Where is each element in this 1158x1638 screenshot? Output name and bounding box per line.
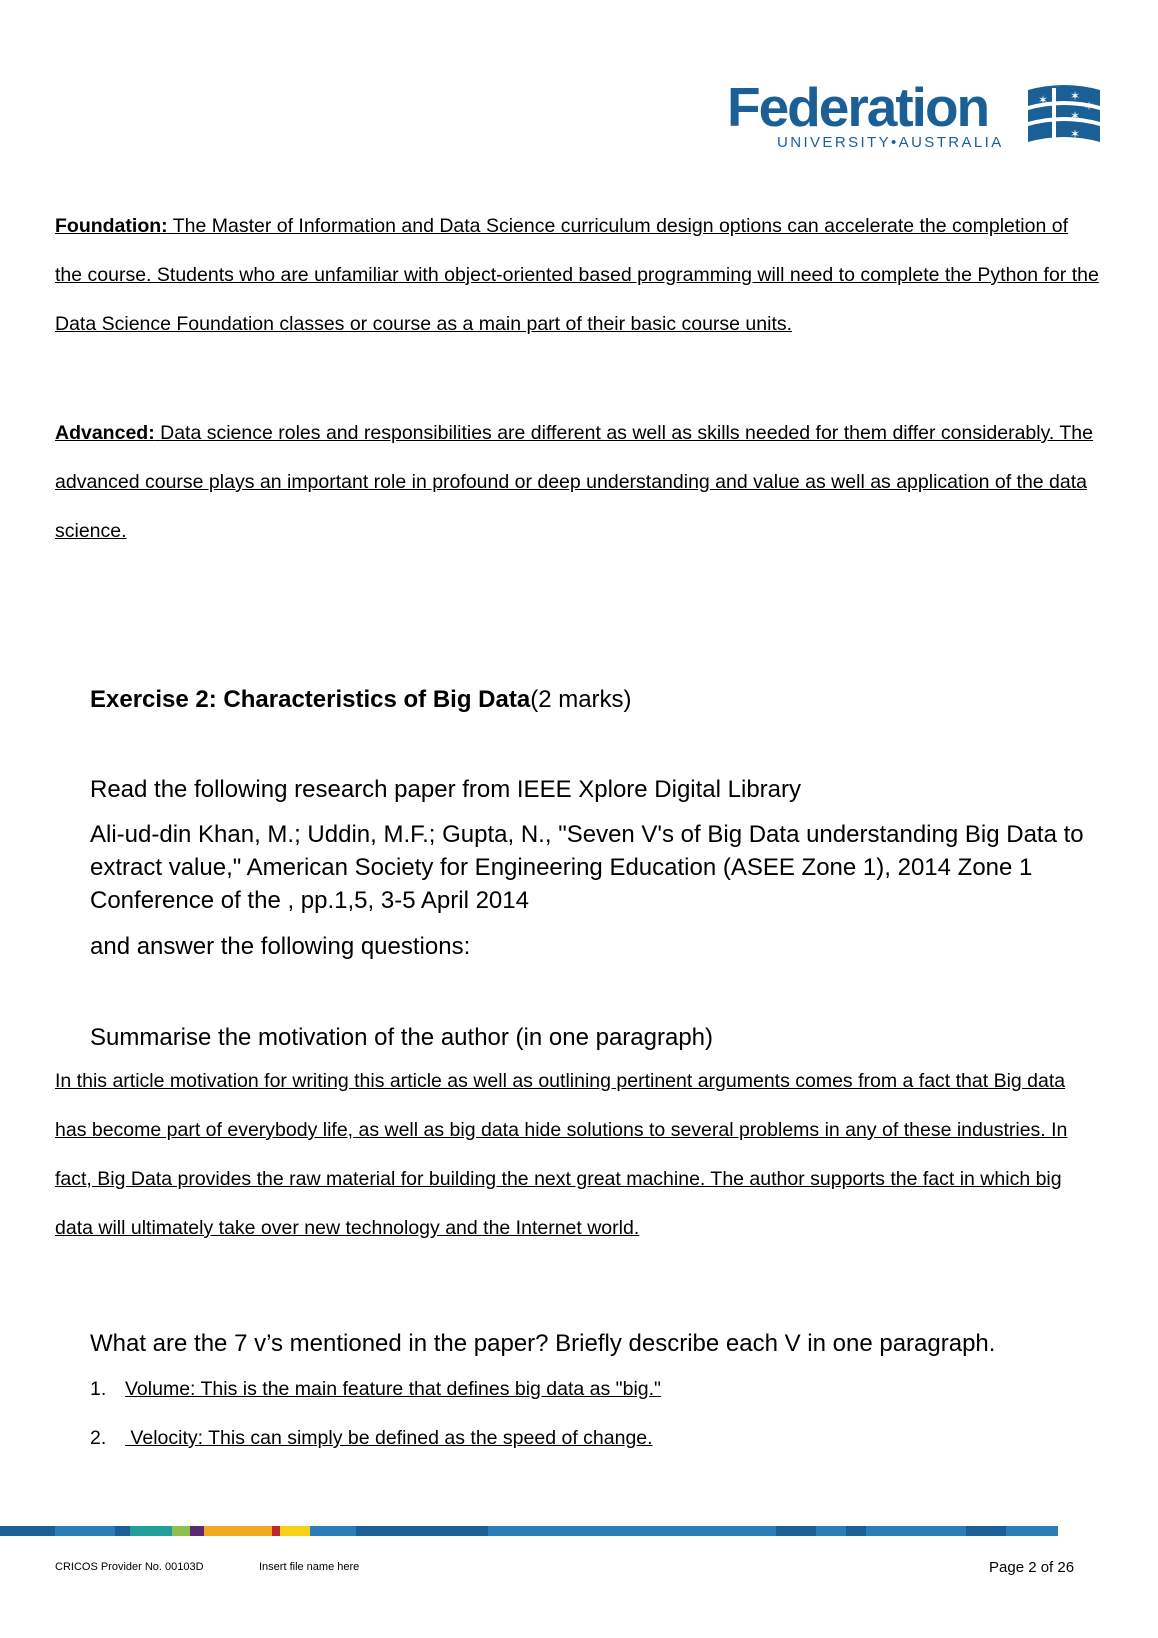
- list-text: Velocity: This can simply be defined as the speed of change.: [125, 1427, 653, 1449]
- file-name: Insert file name here: [259, 1561, 360, 1573]
- exercise-heading: [90, 683, 1100, 716]
- foundation-label: Foundation:: [55, 215, 168, 237]
- answer-instruction: and answer the following questions:: [90, 933, 471, 960]
- list-number: 2.: [90, 1427, 107, 1449]
- svg-text:✶: ✶: [1084, 99, 1095, 113]
- svg-text:✶: ✶: [1070, 127, 1081, 141]
- university-logo: [727, 78, 1107, 158]
- advanced-text: Data science roles and responsibilities are different as well as skills needed for them differ considerably. The advanced course plays an important role in profound or deep understanding and value as well as application of the data science.: [55, 422, 1093, 542]
- foundation-text: The Master of Information and Data Science curriculum design options can accelerate the completion of the course. Students who are unfamiliar with object-oriented based programming will need to complete the Python for the Data Science Foundation classes or course as a main part of their basic course units.: [55, 215, 1099, 335]
- list-item: [90, 1374, 661, 1404]
- svg-text:✶: ✶: [1070, 109, 1081, 123]
- svg-text:✶: ✶: [1038, 93, 1049, 107]
- page-number: Page 2 of 26: [989, 1559, 1075, 1576]
- advanced-paragraph: [55, 409, 1100, 556]
- list-text: Volume: This is the main feature that defines big data as "big.": [125, 1378, 661, 1400]
- paper-citation: Ali-ud-din Khan, M.; Uddin, M.F.; Gupta, N., "Seven V's of Big Data understanding Big Data to extract value," American Society for Engineering Education (ASEE Zone 1), 2014 Zone 1 Conference of the , pp.1,5, 3-5 April 2014: [90, 821, 1084, 914]
- list-item: [90, 1423, 653, 1453]
- advanced-label: Advanced:: [55, 422, 155, 444]
- exercise-marks: (2 marks): [530, 686, 632, 713]
- answer-1-text: In this article motivation for writing this article as well as outlining pertinent arguments comes from a fact that Big data has become part of everybody life, as well as big data hide solutions to several problems in any of these industries. In fact, Big Data provides the raw material for building the next great machine. The author supports the fact in which big data will ultimately take over new technology and the Internet world.: [55, 1070, 1068, 1239]
- foundation-paragraph: [55, 202, 1100, 349]
- read-instruction: Read the following research paper from IEEE Xplore Digital Library: [90, 776, 802, 803]
- footer-stripe: [0, 1526, 1158, 1536]
- question-2: What are the 7 v’s mentioned in the paper? Briefly describe each V in one paragraph.: [90, 1330, 996, 1357]
- exercise-title: Exercise 2: Characteristics of Big Data: [90, 686, 531, 713]
- answer-1: [55, 1057, 1100, 1253]
- cricos-number: CRICOS Provider No. 00103D: [55, 1561, 204, 1573]
- list-number: 1.: [90, 1378, 107, 1400]
- logo-wordmark: Federation: [727, 76, 989, 138]
- logo-subtitle: UNIVERSITY•AUSTRALIA: [777, 134, 1004, 151]
- question-1: Summarise the motivation of the author (in one paragraph): [90, 1024, 714, 1051]
- flag-icon: [1024, 82, 1104, 148]
- svg-text:✶: ✶: [1070, 89, 1081, 103]
